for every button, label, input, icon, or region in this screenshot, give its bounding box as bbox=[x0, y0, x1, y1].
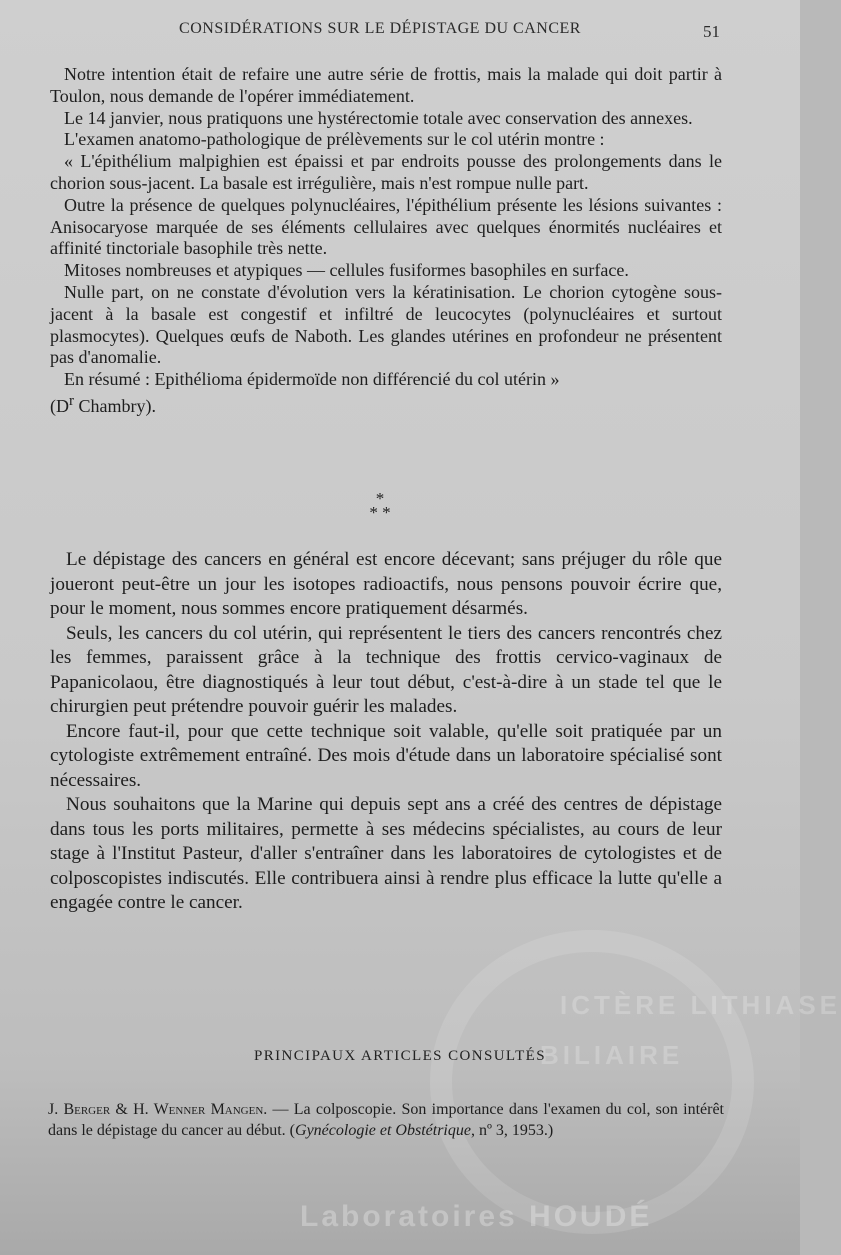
paragraph: Le dépistage des cancers en général est encore décevant; sans préjuger du rôle que joueront peut-être un jour les isotopes radioactifs, nous pensons pouvoir écrire que, pour le moment, nous sommes encore pratiquement désarmés. bbox=[50, 549, 722, 619]
signature-name: Chambry). bbox=[74, 395, 156, 416]
references-heading: PRINCIPAUX ARTICLES CONSULTÉS bbox=[254, 1048, 546, 1064]
paragraph: Encore faut-il, pour que cette technique soit valable, qu'elle soit pratiquée par un cytologiste extrêmement entraîné. Des mois d'étude dans un laboratoire spécialisé sont nécessaires. bbox=[50, 720, 722, 791]
section-asterism bbox=[350, 489, 410, 522]
paragraph: L'examen anatomo-pathologique de prélèvements sur le col utérin montre : bbox=[64, 129, 605, 150]
conclusion-text bbox=[50, 548, 722, 916]
bleed-through-text-3: Laboratoires HOUDÉ bbox=[300, 1200, 653, 1233]
reference-entry bbox=[48, 1100, 724, 1141]
reference-journal: Gynécologie et Obstétrique bbox=[295, 1121, 471, 1139]
page-number: 51 bbox=[703, 22, 720, 41]
paragraph: Seuls, les cancers du col utérin, qui représentent le tiers des cancers rencontrés chez les femmes, paraissent grâce à la technique des frottis cervico-vaginaux de Papanicolaou, être diagnostiqués à leur tout début, c'est-à-dire à un stade tel que le chirurgien peut prétendre pouvoir guérir les malades. bbox=[50, 622, 722, 717]
paragraph: Le 14 janvier, nous pratiquons une hystérectomie totale avec conservation des annexes. bbox=[64, 107, 693, 128]
paragraph: Nous souhaitons que la Marine qui depuis sept ans a créé des centres de dépistage dans tous les ports militaires, permette à ses médecins spécialistes, au cours de leur stage à l'Institut Pasteur, d'aller s'entraîner dans les laboratoires de cytologistes et de colposcopistes indiscutés. Elle contribuera ainsi à rendre plus efficace la lutte qu'elle a engagée contre le cancer. bbox=[50, 794, 722, 913]
bleed-through-ring bbox=[430, 930, 754, 1234]
reference-text: — La colposcopie. Son importance dans l'examen du col, son intérêt dans le dépistage du cancer au début. ( bbox=[48, 1101, 724, 1139]
asterism-bottom: * * bbox=[369, 503, 391, 522]
paragraph: Notre intention était de refaire une autre série de frottis, mais la malade qui doit partir à Toulon, nous demande de l'opérer immédiatement. bbox=[50, 64, 722, 106]
paragraph: Outre la présence de quelques polynucléaires, l'épithélium présente les lésions suivantes : Anisocaryose marquée de ses éléments cellulaires avec quelques énormités nucléaires et affinité tinctoriale basophile très nette. bbox=[50, 194, 722, 259]
signature-line bbox=[50, 391, 722, 418]
asterism-top: * bbox=[375, 489, 385, 508]
bleed-through-text-1: ICTÈRE LITHIASE bbox=[560, 990, 841, 1020]
paragraph: « L'épithélium malpighien est épaissi et par endroits pousse des prolongements dans le chorion sous-jacent. La basale est irrégulière, mais n'est rompue nulle part. bbox=[50, 151, 722, 193]
reference-tail: , nº 3, 1953.) bbox=[470, 1121, 554, 1139]
paragraph: Nulle part, on ne constate d'évolution vers la kératinisation. Le chorion cytogène sous-jacent à la basale est congestif et infiltré de leucocytes (polynucléaires et surtout plasmocytes). Quelques œufs de Naboth. Les glandes utérines en profondeur ne présentent pas d'anomalie. bbox=[50, 281, 722, 368]
paragraph: Mitoses nombreuses et atypiques — cellules fusiformes basophiles en surface. bbox=[64, 260, 629, 281]
bleed-through-text-2: BILIAIRE bbox=[540, 1040, 684, 1070]
reference-authors: J. Berger & H. Wenner Mangen. bbox=[48, 1101, 268, 1118]
signature-prefix: (D bbox=[50, 395, 69, 416]
paragraph: En résumé : Epithélioma épidermoïde non différencié du col utérin » bbox=[64, 369, 560, 390]
signature-superscript: r bbox=[69, 392, 74, 409]
running-header-title: CONSIDÉRATIONS SUR LE DÉPISTAGE DU CANCER bbox=[179, 20, 581, 37]
case-report-text bbox=[50, 64, 722, 418]
